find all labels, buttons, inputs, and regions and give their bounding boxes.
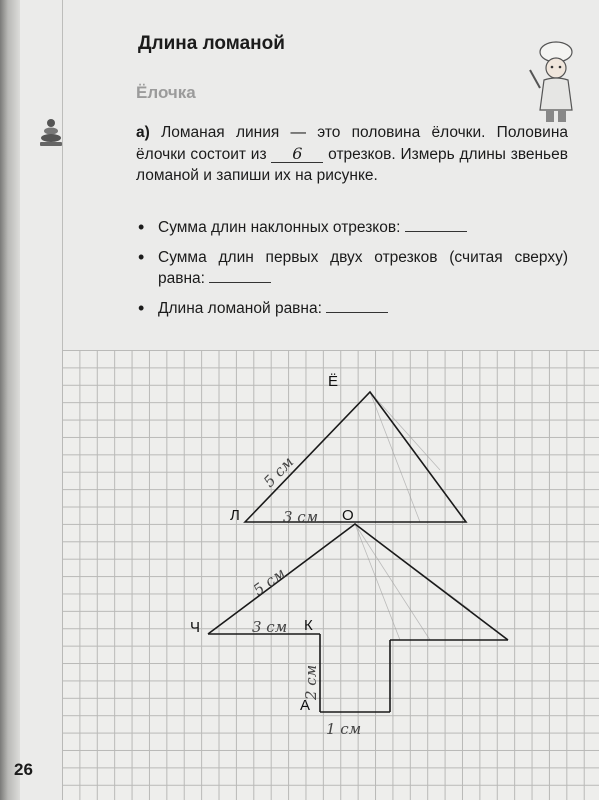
bullet-item-total-length: • Длина ломаной равна: (136, 298, 568, 320)
point-label-o: О (342, 507, 354, 524)
handwritten-seg-a: 1 см (326, 720, 362, 738)
handwritten-seg-yo-l: 5 см (259, 452, 298, 491)
task-label: а) (136, 124, 150, 141)
answer-blank-count[interactable]: 6 (271, 146, 323, 163)
handwritten-seg-k-a: 2 см (302, 664, 320, 700)
point-label-ch: Ч (190, 619, 200, 636)
handwritten-seg-o-ch: 5 см (249, 564, 289, 600)
point-label-k: К (304, 617, 313, 634)
task-text-2: отрезков. Измерь длины звеньев ломаной и запиши их на рисунке. (136, 145, 568, 184)
section-subtitle: Ёлочка (136, 83, 196, 102)
bullet-item-slanted-sum: • Сумма длин наклонных отрезков: (136, 217, 568, 239)
point-label-yo: Ё (328, 373, 339, 390)
handwritten-seg-l-o: 3 см (283, 508, 319, 526)
pencil-shading (355, 392, 470, 640)
bullet-item-first-two-sum: • Сумма длин первых двух отрезков (считая сверху) равна: (136, 247, 568, 290)
page-number: 26 (14, 760, 33, 779)
task-text-1: Ломаная линия — это половина ёлочки. Половина ёлочки состоит из (136, 124, 569, 163)
handwritten-seg-ch-k: 3 см (252, 618, 288, 636)
point-label-a: А (300, 697, 311, 714)
upper-triangle (245, 392, 466, 522)
point-label-l: Л (230, 507, 240, 524)
page-title: Длина ломаной (138, 33, 285, 54)
